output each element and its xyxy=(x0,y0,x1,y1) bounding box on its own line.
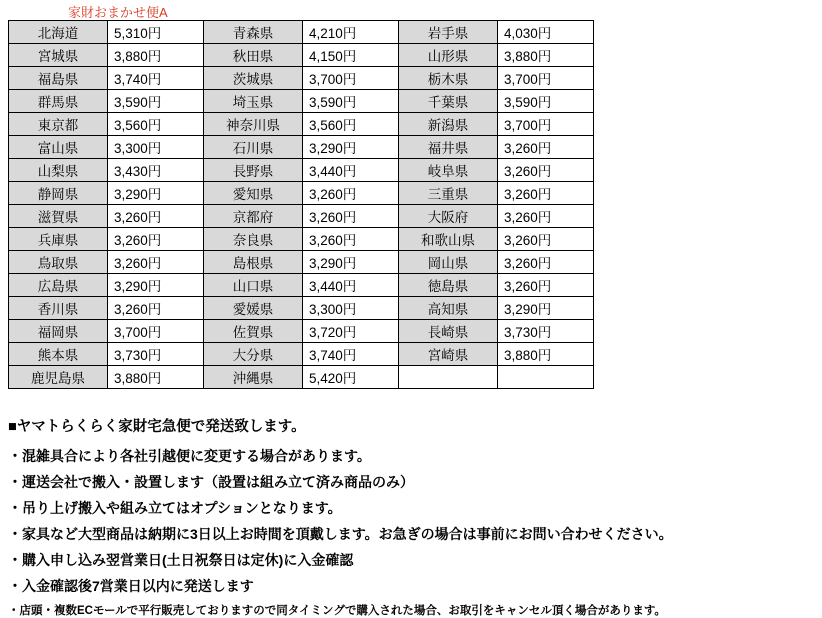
prefecture-cell: 静岡県 xyxy=(9,182,108,205)
prefecture-cell: 東京都 xyxy=(9,113,108,136)
price-cell: 3,260円 xyxy=(498,228,594,251)
price-cell: 3,440円 xyxy=(303,274,399,297)
price-cell: 3,300円 xyxy=(108,136,204,159)
prefecture-cell: 大分県 xyxy=(204,343,303,366)
price-cell: 3,740円 xyxy=(108,67,204,90)
price-cell: 3,260円 xyxy=(303,205,399,228)
price-cell: 3,290円 xyxy=(498,297,594,320)
prefecture-cell: 三重県 xyxy=(399,182,498,205)
prefecture-cell: 奈良県 xyxy=(204,228,303,251)
table-row xyxy=(9,159,594,182)
price-cell: 3,560円 xyxy=(303,113,399,136)
prefecture-cell: 長崎県 xyxy=(399,320,498,343)
prefecture-cell: 佐賀県 xyxy=(204,320,303,343)
price-cell: 3,880円 xyxy=(498,44,594,67)
table-row xyxy=(9,205,594,228)
prefecture-cell: 鹿児島県 xyxy=(9,366,108,389)
prefecture-cell: 広島県 xyxy=(9,274,108,297)
price-cell: 3,260円 xyxy=(498,136,594,159)
note-line: ・混雑具合により各社引越便に変更する場合があります。 xyxy=(8,448,371,464)
prefecture-cell: 栃木県 xyxy=(399,67,498,90)
price-cell: 3,260円 xyxy=(303,182,399,205)
prefecture-cell: 埼玉県 xyxy=(204,90,303,113)
prefecture-cell: 福岡県 xyxy=(9,320,108,343)
price-cell: 3,880円 xyxy=(108,44,204,67)
price-cell: 3,590円 xyxy=(303,90,399,113)
price-cell: 3,880円 xyxy=(498,343,594,366)
table-row xyxy=(9,297,594,320)
price-cell: 3,290円 xyxy=(303,251,399,274)
prefecture-cell: 高知県 xyxy=(399,297,498,320)
price-cell: 5,310円 xyxy=(108,21,204,44)
note-disclaimer: ・店頭・複数ECモールで平行販売しておりますので同タイミングで購入された場合、お取引をキャンセル頂く場合があります。 xyxy=(8,605,666,617)
prefecture-cell: 愛媛県 xyxy=(204,297,303,320)
prefecture-cell: 島根県 xyxy=(204,251,303,274)
prefecture-cell: 山梨県 xyxy=(9,159,108,182)
price-cell: 3,590円 xyxy=(108,90,204,113)
table-row xyxy=(9,228,594,251)
shipping-fee-table xyxy=(8,20,594,389)
prefecture-cell: 京都府 xyxy=(204,205,303,228)
price-cell: 3,700円 xyxy=(498,113,594,136)
prefecture-cell: 岡山県 xyxy=(399,251,498,274)
price-cell: 3,290円 xyxy=(108,274,204,297)
prefecture-cell: 新潟県 xyxy=(399,113,498,136)
price-cell: 3,740円 xyxy=(303,343,399,366)
prefecture-cell: 群馬県 xyxy=(9,90,108,113)
prefecture-cell: 宮城県 xyxy=(9,44,108,67)
table-row xyxy=(9,274,594,297)
price-cell: 3,700円 xyxy=(498,67,594,90)
price-cell: 3,260円 xyxy=(303,228,399,251)
prefecture-cell: 岩手県 xyxy=(399,21,498,44)
empty-cell xyxy=(399,366,498,389)
price-cell: 3,700円 xyxy=(303,67,399,90)
prefecture-cell: 石川県 xyxy=(204,136,303,159)
prefecture-cell: 兵庫県 xyxy=(9,228,108,251)
page-title: 家財おまかせ便A xyxy=(68,5,168,20)
price-cell: 3,590円 xyxy=(498,90,594,113)
price-cell: 3,260円 xyxy=(498,251,594,274)
prefecture-cell: 千葉県 xyxy=(399,90,498,113)
price-cell: 3,260円 xyxy=(498,274,594,297)
prefecture-cell: 徳島県 xyxy=(399,274,498,297)
prefecture-cell: 山形県 xyxy=(399,44,498,67)
price-cell: 3,260円 xyxy=(498,205,594,228)
prefecture-cell: 和歌山県 xyxy=(399,228,498,251)
table-body xyxy=(9,21,594,389)
price-cell: 3,700円 xyxy=(108,320,204,343)
price-cell: 3,260円 xyxy=(108,297,204,320)
price-cell: 3,260円 xyxy=(108,228,204,251)
prefecture-cell: 長野県 xyxy=(204,159,303,182)
prefecture-cell: 青森県 xyxy=(204,21,303,44)
prefecture-cell: 滋賀県 xyxy=(9,205,108,228)
price-cell: 4,210円 xyxy=(303,21,399,44)
prefecture-cell: 熊本県 xyxy=(9,343,108,366)
prefecture-cell: 岐阜県 xyxy=(399,159,498,182)
prefecture-cell: 香川県 xyxy=(9,297,108,320)
notes-heading: ■ヤマトらくらく家財宅急便で発送致します。 xyxy=(8,419,306,435)
price-cell: 3,720円 xyxy=(303,320,399,343)
table-row xyxy=(9,67,594,90)
notes-section xyxy=(8,415,808,618)
price-cell: 3,300円 xyxy=(303,297,399,320)
empty-cell xyxy=(498,366,594,389)
prefecture-cell: 鳥取県 xyxy=(9,251,108,274)
note-line: ・吊り上げ搬入や組み立てはオプションとなります。 xyxy=(8,500,342,516)
note-line: ・運送会社で搬入・設置します（設置は組み立て済み商品のみ） xyxy=(8,474,414,490)
price-cell: 3,290円 xyxy=(303,136,399,159)
prefecture-cell: 福島県 xyxy=(9,67,108,90)
price-cell: 3,560円 xyxy=(108,113,204,136)
prefecture-cell: 愛知県 xyxy=(204,182,303,205)
prefecture-cell: 大阪府 xyxy=(399,205,498,228)
price-cell: 3,260円 xyxy=(498,182,594,205)
price-cell: 3,430円 xyxy=(108,159,204,182)
prefecture-cell: 沖縄県 xyxy=(204,366,303,389)
price-cell: 3,260円 xyxy=(108,205,204,228)
note-line: ・家具など大型商品は納期に3日以上お時間を頂戴します。お急ぎの場合は事前にお問い合わせください。 xyxy=(8,526,673,542)
table-row xyxy=(9,366,594,389)
prefecture-cell: 神奈川県 xyxy=(204,113,303,136)
price-cell: 3,730円 xyxy=(108,343,204,366)
prefecture-cell: 北海道 xyxy=(9,21,108,44)
table-row xyxy=(9,251,594,274)
table-row xyxy=(9,136,594,159)
table-row xyxy=(9,182,594,205)
price-cell: 5,420円 xyxy=(303,366,399,389)
table-row xyxy=(9,113,594,136)
prefecture-cell: 宮崎県 xyxy=(399,343,498,366)
table-row xyxy=(9,21,594,44)
table-row xyxy=(9,90,594,113)
price-cell: 3,730円 xyxy=(498,320,594,343)
prefecture-cell: 福井県 xyxy=(399,136,498,159)
prefecture-cell: 茨城県 xyxy=(204,67,303,90)
note-line: ・入金確認後7営業日以内に発送します xyxy=(8,578,254,594)
price-cell: 3,260円 xyxy=(108,251,204,274)
note-line: ・購入申し込み翌営業日(土日祝祭日は定休)に入金確認 xyxy=(8,552,354,568)
price-cell: 3,260円 xyxy=(498,159,594,182)
table-row xyxy=(9,343,594,366)
prefecture-cell: 富山県 xyxy=(9,136,108,159)
price-cell: 3,880円 xyxy=(108,366,204,389)
table-row xyxy=(9,44,594,67)
price-cell: 4,150円 xyxy=(303,44,399,67)
prefecture-cell: 秋田県 xyxy=(204,44,303,67)
prefecture-cell: 山口県 xyxy=(204,274,303,297)
price-cell: 3,440円 xyxy=(303,159,399,182)
table-row xyxy=(9,320,594,343)
price-cell: 4,030円 xyxy=(498,21,594,44)
price-cell: 3,290円 xyxy=(108,182,204,205)
